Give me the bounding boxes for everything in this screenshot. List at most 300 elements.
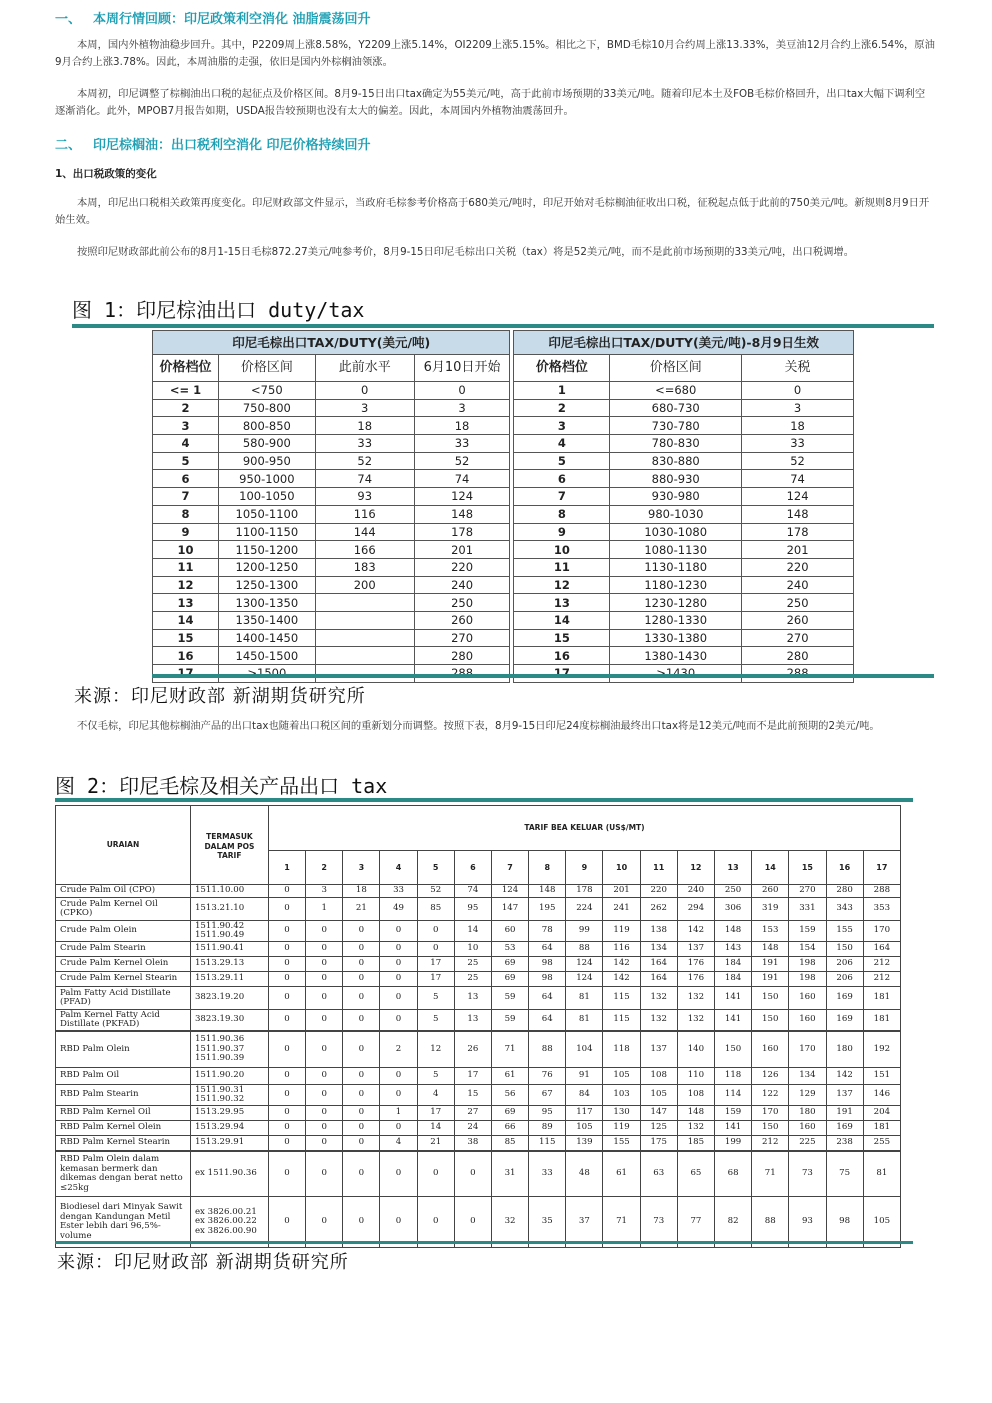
tax-value: 56 bbox=[491, 1085, 528, 1106]
tax-value: 170 bbox=[863, 921, 900, 942]
tax-value: 37 bbox=[566, 1197, 603, 1248]
tax-value: 81 bbox=[566, 987, 603, 1010]
tax-value: 116 bbox=[603, 942, 640, 957]
tax-value: 103 bbox=[603, 1085, 640, 1106]
figure-1-source: 来源：印尼财政部 新湖期货研究所 bbox=[74, 686, 366, 707]
table-cell: 0 bbox=[414, 382, 510, 400]
table-cell: 880-930 bbox=[610, 470, 742, 488]
tax-value: 148 bbox=[715, 921, 752, 942]
level-number: 13 bbox=[715, 851, 752, 885]
tax-value: 14 bbox=[417, 1121, 454, 1136]
table-cell: 116 bbox=[315, 505, 414, 523]
table-cell: 14 bbox=[514, 611, 610, 629]
table-header-row bbox=[153, 331, 854, 355]
tax-value: 5 bbox=[417, 987, 454, 1010]
section-1-paragraph-2: 本周初，印尼调整了棕榈油出口税的起征点及价格区间。8月9-15日出口tax确定为55美元/吨，高于此前市场预期的33美元/吨。随着印尼本土及FOB毛棕价格回升，出口tax大幅下调利空逐渐消化。此外，MPOB7月报告如期，USDA报告较预期也没有太大的偏差。因此，本周国内外植物油震荡回升。 bbox=[55, 88, 926, 117]
tax-value: 140 bbox=[677, 1031, 714, 1068]
table-row bbox=[56, 1031, 901, 1068]
figure-2-source: 来源：印尼财政部 新湖期货研究所 bbox=[57, 1252, 349, 1273]
table-cell: 6 bbox=[514, 470, 610, 488]
tax-value: 319 bbox=[752, 898, 789, 921]
table-row bbox=[153, 505, 854, 523]
tax-value: 59 bbox=[491, 1010, 528, 1032]
tax-value: 241 bbox=[603, 898, 640, 921]
table-cell: 9 bbox=[514, 523, 610, 541]
pos-tarif-code: 1513.21.10 bbox=[190, 898, 268, 921]
section-1-heading: 本周行情回顾：印尼政策利空消化 油脂震荡回升 bbox=[93, 12, 371, 27]
tax-value: 150 bbox=[715, 1031, 752, 1068]
tax-value: 73 bbox=[789, 1151, 826, 1197]
tax-value: 0 bbox=[343, 1068, 380, 1085]
tax-value: 0 bbox=[343, 957, 380, 972]
table-cell: 5 bbox=[153, 452, 219, 470]
tax-value: 146 bbox=[863, 1085, 900, 1106]
tax-value: 119 bbox=[603, 1121, 640, 1136]
table-row bbox=[56, 1197, 901, 1248]
tax-value: 31 bbox=[491, 1151, 528, 1197]
tax-value: 147 bbox=[491, 898, 528, 921]
tax-value: 0 bbox=[380, 1197, 417, 1248]
tax-value: 18 bbox=[343, 885, 380, 898]
table-cell: 1300-1350 bbox=[218, 594, 315, 612]
table-cell: 270 bbox=[742, 629, 854, 647]
tax-value: 150 bbox=[752, 1010, 789, 1032]
level-number: 12 bbox=[677, 851, 714, 885]
tax-value: 0 bbox=[268, 921, 305, 942]
table-row bbox=[56, 898, 901, 921]
tax-value: 13 bbox=[454, 1010, 491, 1032]
tax-value: 0 bbox=[268, 1151, 305, 1197]
table-cell: 1130-1180 bbox=[610, 558, 742, 576]
level-number: 9 bbox=[566, 851, 603, 885]
tax-value: 137 bbox=[640, 1031, 677, 1068]
tax-value: 0 bbox=[268, 1068, 305, 1085]
tax-value: 212 bbox=[752, 1136, 789, 1152]
tax-value: 61 bbox=[491, 1068, 528, 1085]
tax-value: 270 bbox=[789, 885, 826, 898]
tax-value: 198 bbox=[789, 972, 826, 987]
tax-value: 0 bbox=[454, 1197, 491, 1248]
tax-value: 0 bbox=[268, 1121, 305, 1136]
tax-value: 27 bbox=[454, 1106, 491, 1121]
tax-value: 0 bbox=[417, 921, 454, 942]
table-row bbox=[153, 435, 854, 453]
section-1-number: 一、 bbox=[55, 12, 82, 27]
tax-value: 170 bbox=[789, 1031, 826, 1068]
table-cell: 900-950 bbox=[218, 452, 315, 470]
table-row bbox=[56, 1085, 901, 1106]
tax-value: 95 bbox=[454, 898, 491, 921]
table-cell: 74 bbox=[414, 470, 510, 488]
table-row bbox=[56, 1121, 901, 1136]
tax-value: 0 bbox=[380, 1121, 417, 1136]
tax-value: 206 bbox=[826, 972, 863, 987]
table-cell bbox=[315, 611, 414, 629]
tax-value: 0 bbox=[454, 1151, 491, 1197]
left-table-header: 印尼毛棕出口TAX/DUTY(美元/吨) bbox=[153, 331, 510, 355]
table-cell: 183 bbox=[315, 558, 414, 576]
tax-value: 195 bbox=[529, 898, 566, 921]
tax-value: 0 bbox=[268, 1106, 305, 1121]
figure-2-table-container bbox=[55, 805, 901, 1248]
tax-value: 105 bbox=[566, 1121, 603, 1136]
table-row bbox=[56, 957, 901, 972]
tax-value: 148 bbox=[752, 942, 789, 957]
level-number: 14 bbox=[752, 851, 789, 885]
tax-value: 68 bbox=[715, 1151, 752, 1197]
tax-value: 98 bbox=[529, 972, 566, 987]
tax-value: 155 bbox=[603, 1136, 640, 1152]
level-number: 2 bbox=[306, 851, 343, 885]
tax-value: 132 bbox=[677, 1010, 714, 1032]
level-number: 16 bbox=[826, 851, 863, 885]
table-cell: 2 bbox=[514, 399, 610, 417]
pos-tarif-code: 3823.19.20 bbox=[190, 987, 268, 1010]
section-2-number: 二、 bbox=[55, 138, 82, 153]
pos-tarif-code: 1513.29.11 bbox=[190, 972, 268, 987]
tax-value: 201 bbox=[603, 885, 640, 898]
tax-value: 114 bbox=[715, 1085, 752, 1106]
table-cell: 52 bbox=[742, 452, 854, 470]
tax-value: 175 bbox=[640, 1136, 677, 1152]
tax-value: 69 bbox=[491, 957, 528, 972]
tarif-header: TARIF BEA KELUAR (US$/MT) bbox=[268, 806, 900, 851]
figure-1-table-container bbox=[152, 330, 854, 671]
tax-value: 160 bbox=[789, 987, 826, 1010]
tax-value: 0 bbox=[268, 1136, 305, 1152]
section-1-title bbox=[55, 8, 371, 27]
table-cell: 18 bbox=[315, 417, 414, 435]
tax-value: 89 bbox=[529, 1121, 566, 1136]
tax-value: 164 bbox=[640, 957, 677, 972]
table-cell: 33 bbox=[414, 435, 510, 453]
tax-value: 21 bbox=[343, 898, 380, 921]
tax-value: 134 bbox=[640, 942, 677, 957]
tax-value: 13 bbox=[454, 987, 491, 1010]
table-row bbox=[153, 558, 854, 576]
table-cell: 1200-1250 bbox=[218, 558, 315, 576]
pos-tarif-code: 1513.29.95 bbox=[190, 1106, 268, 1121]
tax-value: 353 bbox=[863, 898, 900, 921]
product-name: Crude Palm Kernel Olein bbox=[56, 957, 191, 972]
tax-value: 0 bbox=[306, 921, 343, 942]
tax-value: 142 bbox=[603, 972, 640, 987]
tax-value: 0 bbox=[268, 1031, 305, 1068]
column-header: 此前水平 bbox=[315, 355, 414, 382]
table-cell: 178 bbox=[414, 523, 510, 541]
column-header: 价格区间 bbox=[218, 355, 315, 382]
tax-value: 59 bbox=[491, 987, 528, 1010]
section-2-paragraph-3: 不仅毛棕，印尼其他棕榈油产品的出口tax也随着出口税区间的重新划分而调整。按照下表，8月9-15日印尼24度棕榈油最终出口tax将是12美元/吨而不是此前预期的2美元/吨。 bbox=[77, 720, 880, 732]
tax-value: 0 bbox=[268, 1197, 305, 1248]
tax-value: 82 bbox=[715, 1197, 752, 1248]
tax-value: 122 bbox=[752, 1085, 789, 1106]
tax-value: 139 bbox=[566, 1136, 603, 1152]
table-row bbox=[153, 647, 854, 665]
tax-value: 0 bbox=[417, 1151, 454, 1197]
product-name: RBD Palm Kernel Olein bbox=[56, 1121, 191, 1136]
tax-value: 160 bbox=[789, 1121, 826, 1136]
tax-value: 130 bbox=[603, 1106, 640, 1121]
section-1-paragraph-1: 本周，国内外植物油稳步回升。其中，P2209周上涨8.58%，Y2209上涨5.14%，OI2209上涨5.15%。相比之下，BMD毛棕10月合约周上涨13.33%，美豆油12月合约上涨6.54%，原油9月合约上涨3.78%。因此，本周油脂的走强，依旧是国内外棕榈油领涨。 bbox=[55, 39, 935, 68]
tax-value: 0 bbox=[343, 921, 380, 942]
tax-value: 14 bbox=[454, 921, 491, 942]
tax-value: 0 bbox=[380, 1085, 417, 1106]
tax-value: 0 bbox=[343, 972, 380, 987]
tax-value: 48 bbox=[566, 1151, 603, 1197]
tax-value: 25 bbox=[454, 972, 491, 987]
tax-value: 32 bbox=[491, 1197, 528, 1248]
column-header: 6月10日开始 bbox=[414, 355, 510, 382]
table-row bbox=[153, 417, 854, 435]
level-number: 5 bbox=[417, 851, 454, 885]
tax-value: 142 bbox=[603, 957, 640, 972]
tax-value: 88 bbox=[752, 1197, 789, 1248]
product-name: Biodiesel dari Minyak Sawit dengan Kandungan Metil Ester lebih dari 96,5%-volume bbox=[56, 1197, 191, 1248]
tax-value: 53 bbox=[491, 942, 528, 957]
table-cell: 93 bbox=[315, 488, 414, 506]
pos-tarif-code: ex 1511.90.36 bbox=[190, 1151, 268, 1197]
tax-value: 0 bbox=[380, 921, 417, 942]
tax-value: 4 bbox=[380, 1136, 417, 1152]
tax-value: 67 bbox=[529, 1085, 566, 1106]
product-name: RBD Palm Olein dalam kemasan bermerk dan dikemas dengan berat netto ≤25kg bbox=[56, 1151, 191, 1197]
table-row bbox=[153, 452, 854, 470]
tax-value: 64 bbox=[529, 1010, 566, 1032]
section-2-heading: 印尼棕榈油：出口税利空消化 印尼价格持续回升 bbox=[93, 138, 371, 153]
table-cell: 201 bbox=[742, 541, 854, 559]
tax-value: 0 bbox=[306, 1121, 343, 1136]
tax-value: 0 bbox=[380, 1068, 417, 1085]
tax-value: 191 bbox=[752, 972, 789, 987]
figure-2-top-rule bbox=[55, 798, 913, 802]
tax-value: 15 bbox=[454, 1085, 491, 1106]
tax-value: 138 bbox=[640, 921, 677, 942]
tax-value: 38 bbox=[454, 1136, 491, 1152]
tax-value: 105 bbox=[863, 1197, 900, 1248]
table-row bbox=[153, 576, 854, 594]
tax-value: 150 bbox=[826, 942, 863, 957]
section-2-title bbox=[55, 134, 371, 153]
tax-value: 153 bbox=[752, 921, 789, 942]
tax-value: 250 bbox=[715, 885, 752, 898]
tax-value: 0 bbox=[268, 1085, 305, 1106]
tax-value: 306 bbox=[715, 898, 752, 921]
tax-value: 71 bbox=[752, 1151, 789, 1197]
table-cell: 7 bbox=[514, 488, 610, 506]
table-cell: 220 bbox=[414, 558, 510, 576]
tax-value: 65 bbox=[677, 1151, 714, 1197]
tax-value: 198 bbox=[789, 957, 826, 972]
column-header: 价格档位 bbox=[514, 355, 610, 382]
table-cell: 124 bbox=[742, 488, 854, 506]
product-name: Crude Palm Stearin bbox=[56, 942, 191, 957]
tax-value: 147 bbox=[640, 1106, 677, 1121]
tax-value: 148 bbox=[529, 885, 566, 898]
tax-value: 0 bbox=[306, 1068, 343, 1085]
tax-value: 98 bbox=[826, 1197, 863, 1248]
tax-value: 0 bbox=[306, 1151, 343, 1197]
tax-value: 1 bbox=[306, 898, 343, 921]
tax-value: 288 bbox=[863, 885, 900, 898]
tax-value: 95 bbox=[529, 1106, 566, 1121]
tax-value: 169 bbox=[826, 987, 863, 1010]
tax-value: 212 bbox=[863, 972, 900, 987]
tax-value: 0 bbox=[268, 942, 305, 957]
tax-value: 0 bbox=[306, 1197, 343, 1248]
table-row bbox=[56, 1151, 901, 1197]
tax-value: 17 bbox=[417, 957, 454, 972]
table-cell: 2 bbox=[153, 399, 219, 417]
column-header: 关税 bbox=[742, 355, 854, 382]
table-header-row bbox=[56, 806, 901, 851]
tax-value: 93 bbox=[789, 1197, 826, 1248]
table-cell: 13 bbox=[153, 594, 219, 612]
tax-value: 5 bbox=[417, 1010, 454, 1032]
tax-value: 137 bbox=[677, 942, 714, 957]
export-tax-table bbox=[152, 330, 854, 683]
table-cell: 270 bbox=[414, 629, 510, 647]
tax-value: 117 bbox=[566, 1106, 603, 1121]
table-cell: 11 bbox=[514, 558, 610, 576]
column-header-row bbox=[153, 355, 854, 382]
tax-value: 0 bbox=[343, 1010, 380, 1032]
tax-value: 169 bbox=[826, 1121, 863, 1136]
table-cell: 18 bbox=[742, 417, 854, 435]
tax-value: 225 bbox=[789, 1136, 826, 1152]
tax-value: 178 bbox=[566, 885, 603, 898]
tax-value: 25 bbox=[454, 957, 491, 972]
table-cell: 178 bbox=[742, 523, 854, 541]
tax-value: 0 bbox=[343, 1121, 380, 1136]
tax-value: 73 bbox=[640, 1197, 677, 1248]
tax-value: 191 bbox=[826, 1106, 863, 1121]
table-cell: 1280-1330 bbox=[610, 611, 742, 629]
tax-value: 71 bbox=[491, 1031, 528, 1068]
tax-value: 191 bbox=[752, 957, 789, 972]
tax-value: 0 bbox=[306, 987, 343, 1010]
table-cell: 240 bbox=[414, 576, 510, 594]
table-cell: 1150-1200 bbox=[218, 541, 315, 559]
product-name: Palm Kernel Fatty Acid Distillate (PKFAD) bbox=[56, 1010, 191, 1032]
pos-tarif-code: 1513.29.91 bbox=[190, 1136, 268, 1152]
tax-value: 5 bbox=[417, 1068, 454, 1085]
table-cell: 124 bbox=[414, 488, 510, 506]
table-cell: <= 1 bbox=[153, 382, 219, 400]
tax-value: 0 bbox=[380, 972, 417, 987]
pos-tarif-code: 1511.90.41 bbox=[190, 942, 268, 957]
table-cell: 16 bbox=[514, 647, 610, 665]
tax-value: 0 bbox=[380, 1010, 417, 1032]
table-cell: 7 bbox=[153, 488, 219, 506]
table-cell: 74 bbox=[742, 470, 854, 488]
tax-value: 98 bbox=[529, 957, 566, 972]
tax-value: 17 bbox=[454, 1068, 491, 1085]
tax-value: 88 bbox=[566, 942, 603, 957]
tax-value: 33 bbox=[529, 1151, 566, 1197]
tax-value: 0 bbox=[343, 1031, 380, 1068]
table-row bbox=[153, 541, 854, 559]
tax-value: 141 bbox=[715, 1010, 752, 1032]
table-cell: 1400-1450 bbox=[218, 629, 315, 647]
figure-1-bottom-rule bbox=[152, 674, 934, 678]
tax-value: 0 bbox=[268, 1010, 305, 1032]
tax-value: 0 bbox=[417, 1197, 454, 1248]
table-cell: <750 bbox=[218, 382, 315, 400]
table-row bbox=[56, 1106, 901, 1121]
figure-2-bottom-rule bbox=[55, 1241, 913, 1244]
tax-value: 76 bbox=[529, 1068, 566, 1085]
tax-value: 99 bbox=[566, 921, 603, 942]
tax-value: 69 bbox=[491, 1106, 528, 1121]
tax-value: 78 bbox=[529, 921, 566, 942]
tax-value: 0 bbox=[306, 1085, 343, 1106]
table-cell: 33 bbox=[315, 435, 414, 453]
tax-value: 74 bbox=[454, 885, 491, 898]
tax-value: 21 bbox=[417, 1136, 454, 1152]
tax-value: 85 bbox=[417, 898, 454, 921]
tax-value: 180 bbox=[789, 1106, 826, 1121]
table-cell bbox=[315, 629, 414, 647]
table-cell: 3 bbox=[514, 417, 610, 435]
product-name: RBD Palm Stearin bbox=[56, 1085, 191, 1106]
table-cell: 1230-1280 bbox=[610, 594, 742, 612]
tax-value: 331 bbox=[789, 898, 826, 921]
tax-value: 150 bbox=[752, 1121, 789, 1136]
table-cell: 12 bbox=[514, 576, 610, 594]
table-row bbox=[56, 987, 901, 1010]
table-row bbox=[153, 399, 854, 417]
tax-value: 142 bbox=[677, 921, 714, 942]
tax-value: 0 bbox=[343, 942, 380, 957]
table-cell: 1250-1300 bbox=[218, 576, 315, 594]
tax-value: 81 bbox=[566, 1010, 603, 1032]
tax-value: 60 bbox=[491, 921, 528, 942]
tax-value: 181 bbox=[863, 987, 900, 1010]
tax-value: 2 bbox=[380, 1031, 417, 1068]
level-number: 17 bbox=[863, 851, 900, 885]
level-number: 4 bbox=[380, 851, 417, 885]
table-cell bbox=[315, 647, 414, 665]
tax-value: 10 bbox=[454, 942, 491, 957]
tax-value: 0 bbox=[343, 1085, 380, 1106]
tax-value: 170 bbox=[752, 1106, 789, 1121]
table-cell: 166 bbox=[315, 541, 414, 559]
tax-value: 137 bbox=[826, 1085, 863, 1106]
tax-value: 0 bbox=[306, 972, 343, 987]
tax-value: 119 bbox=[603, 921, 640, 942]
table-cell: 4 bbox=[153, 435, 219, 453]
tax-value: 88 bbox=[529, 1031, 566, 1068]
pos-tarif-code: 1511.90.36 1511.90.37 1511.90.39 bbox=[190, 1031, 268, 1068]
table-cell: 3 bbox=[315, 399, 414, 417]
table-row bbox=[56, 921, 901, 942]
table-cell: 250 bbox=[414, 594, 510, 612]
tax-value: 124 bbox=[566, 957, 603, 972]
table-cell: 240 bbox=[742, 576, 854, 594]
uraian-header: URAIAN bbox=[56, 806, 191, 885]
table-cell: 1100-1150 bbox=[218, 523, 315, 541]
tax-value: 1 bbox=[380, 1106, 417, 1121]
tax-value: 181 bbox=[863, 1121, 900, 1136]
table-cell: 144 bbox=[315, 523, 414, 541]
pos-tarif-code: 1511.90.20 bbox=[190, 1068, 268, 1085]
table-cell: 9 bbox=[153, 523, 219, 541]
tax-value: 0 bbox=[268, 885, 305, 898]
table-cell: 260 bbox=[414, 611, 510, 629]
tax-value: 169 bbox=[826, 1010, 863, 1032]
level-number: 11 bbox=[640, 851, 677, 885]
